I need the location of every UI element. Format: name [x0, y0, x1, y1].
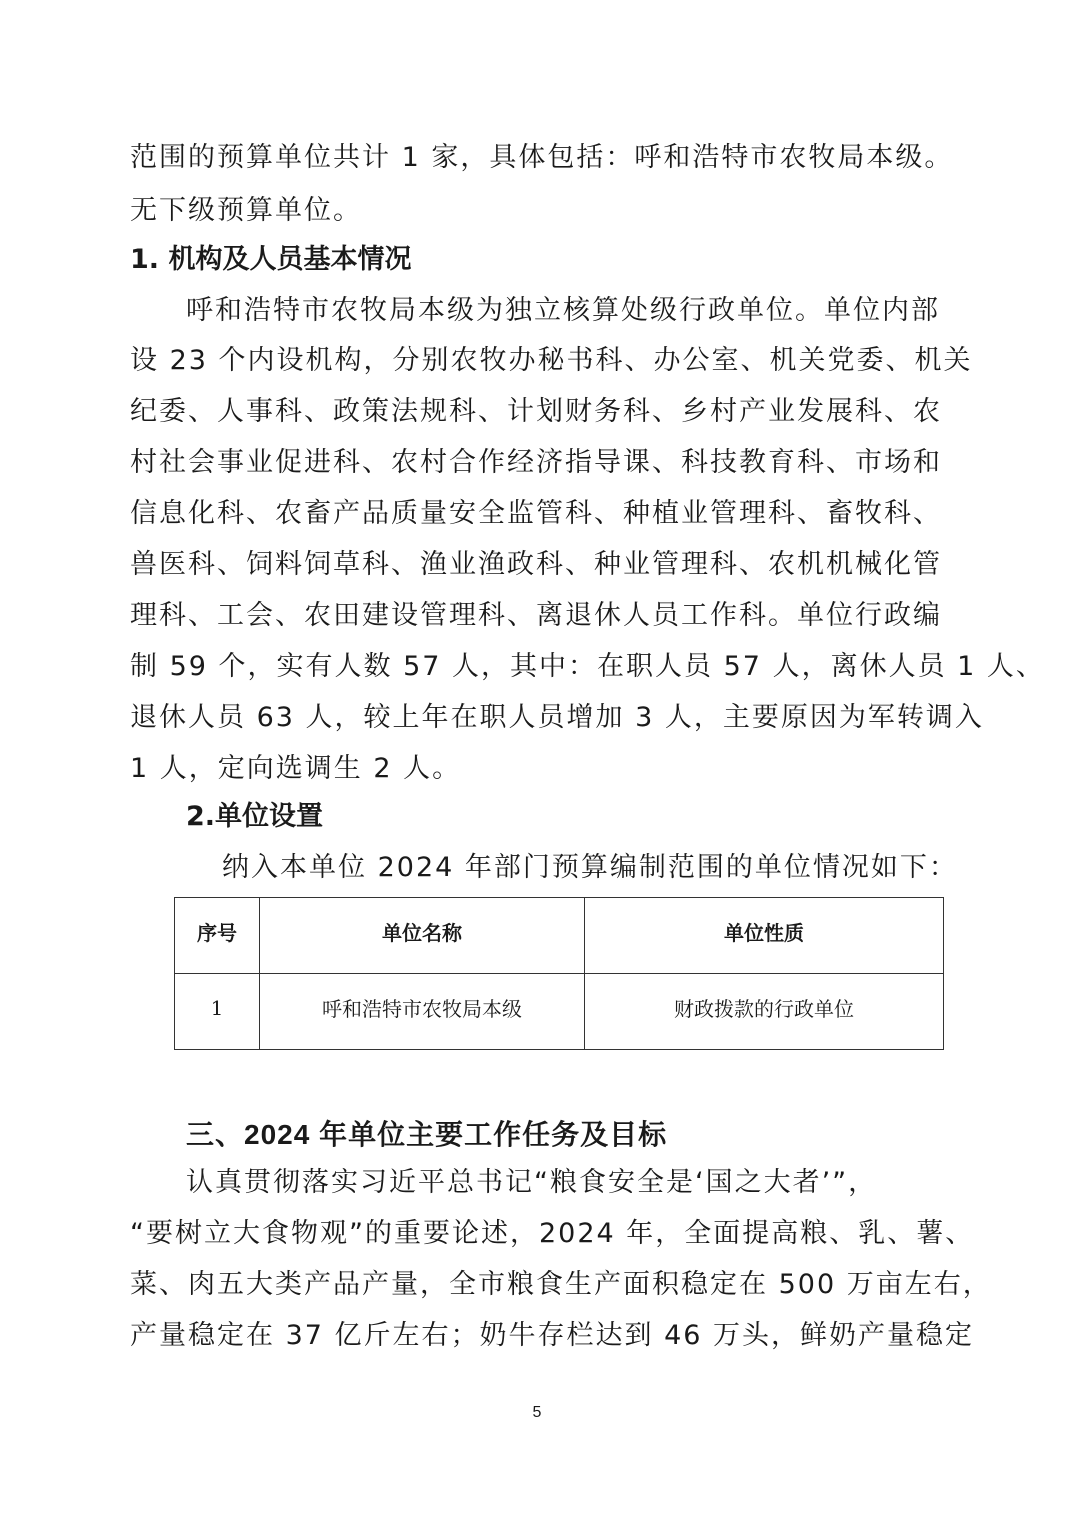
paragraph-line: 理科、工会、农田建设管理科、离退休人员工作科。单位行政编 — [130, 600, 942, 631]
paragraph-line: 产量稳定在 37 亿斤左右；奶牛存栏达到 46 万头，鲜奶产量稳定 — [130, 1320, 975, 1351]
section-heading-3: 三、2024 年单位主要工作任务及目标 — [186, 1119, 668, 1150]
paragraph-line: 范围的预算单位共计 1 家，具体包括：呼和浩特市农牧局本级。 — [130, 142, 954, 173]
table-cell: 1 — [175, 974, 260, 1050]
paragraph-line: 纳入本单位 2024 年部门预算编制范围的单位情况如下： — [222, 852, 958, 883]
column-header: 单位性质 — [585, 898, 944, 974]
paragraph-line: 呼和浩特市农牧局本级为独立核算处级行政单位。单位内部 — [186, 295, 940, 326]
section-heading-1: 1. 机构及人员基本情况 — [130, 244, 412, 275]
paragraph-line: 退休人员 63 人，较上年在职人员增加 3 人，主要原因为军转调入 — [130, 702, 984, 733]
unit-table — [174, 897, 944, 1050]
paragraph-line: 信息化科、农畜产品质量安全监管科、种植业管理科、畜牧科、 — [130, 498, 942, 529]
paragraph-line: 村社会事业促进科、农村合作经济指导课、科技教育科、市场和 — [130, 447, 942, 478]
paragraph-line: 无下级预算单位。 — [130, 195, 362, 226]
section-heading-2: 2.单位设置 — [186, 801, 324, 832]
paragraph-line: 纪委、人事科、政策法规科、计划财务科、乡村产业发展科、农 — [130, 396, 942, 427]
table-cell: 呼和浩特市农牧局本级 — [260, 974, 585, 1050]
table-cell: 财政拨款的行政单位 — [585, 974, 944, 1050]
page-number: 5 — [532, 1404, 542, 1421]
paragraph-line: 制 59 个，实有人数 57 人，其中：在职人员 57 人，离休人员 1 人、 — [130, 651, 1045, 682]
table-header-row — [175, 898, 944, 974]
paragraph-line: 认真贯彻落实习近平总书记“粮食安全是‘国之大者’”， — [186, 1167, 878, 1198]
paragraph-line: 1 人，定向选调生 2 人。 — [130, 753, 462, 784]
paragraph-line: 菜、肉五大类产品产量，全市粮食生产面积稳定在 500 万亩左右， — [130, 1269, 992, 1300]
table-row — [175, 974, 944, 1050]
column-header: 单位名称 — [260, 898, 585, 974]
paragraph-line: “要树立大食物观”的重要论述，2024 年，全面提高粮、乳、薯、 — [130, 1218, 975, 1249]
column-header: 序号 — [175, 898, 260, 974]
paragraph-line: 设 23 个内设机构，分别农牧办秘书科、办公室、机关党委、机关 — [130, 345, 973, 376]
paragraph-line: 兽医科、饲料饲草科、渔业渔政科、种业管理科、农机机械化管 — [130, 549, 942, 580]
